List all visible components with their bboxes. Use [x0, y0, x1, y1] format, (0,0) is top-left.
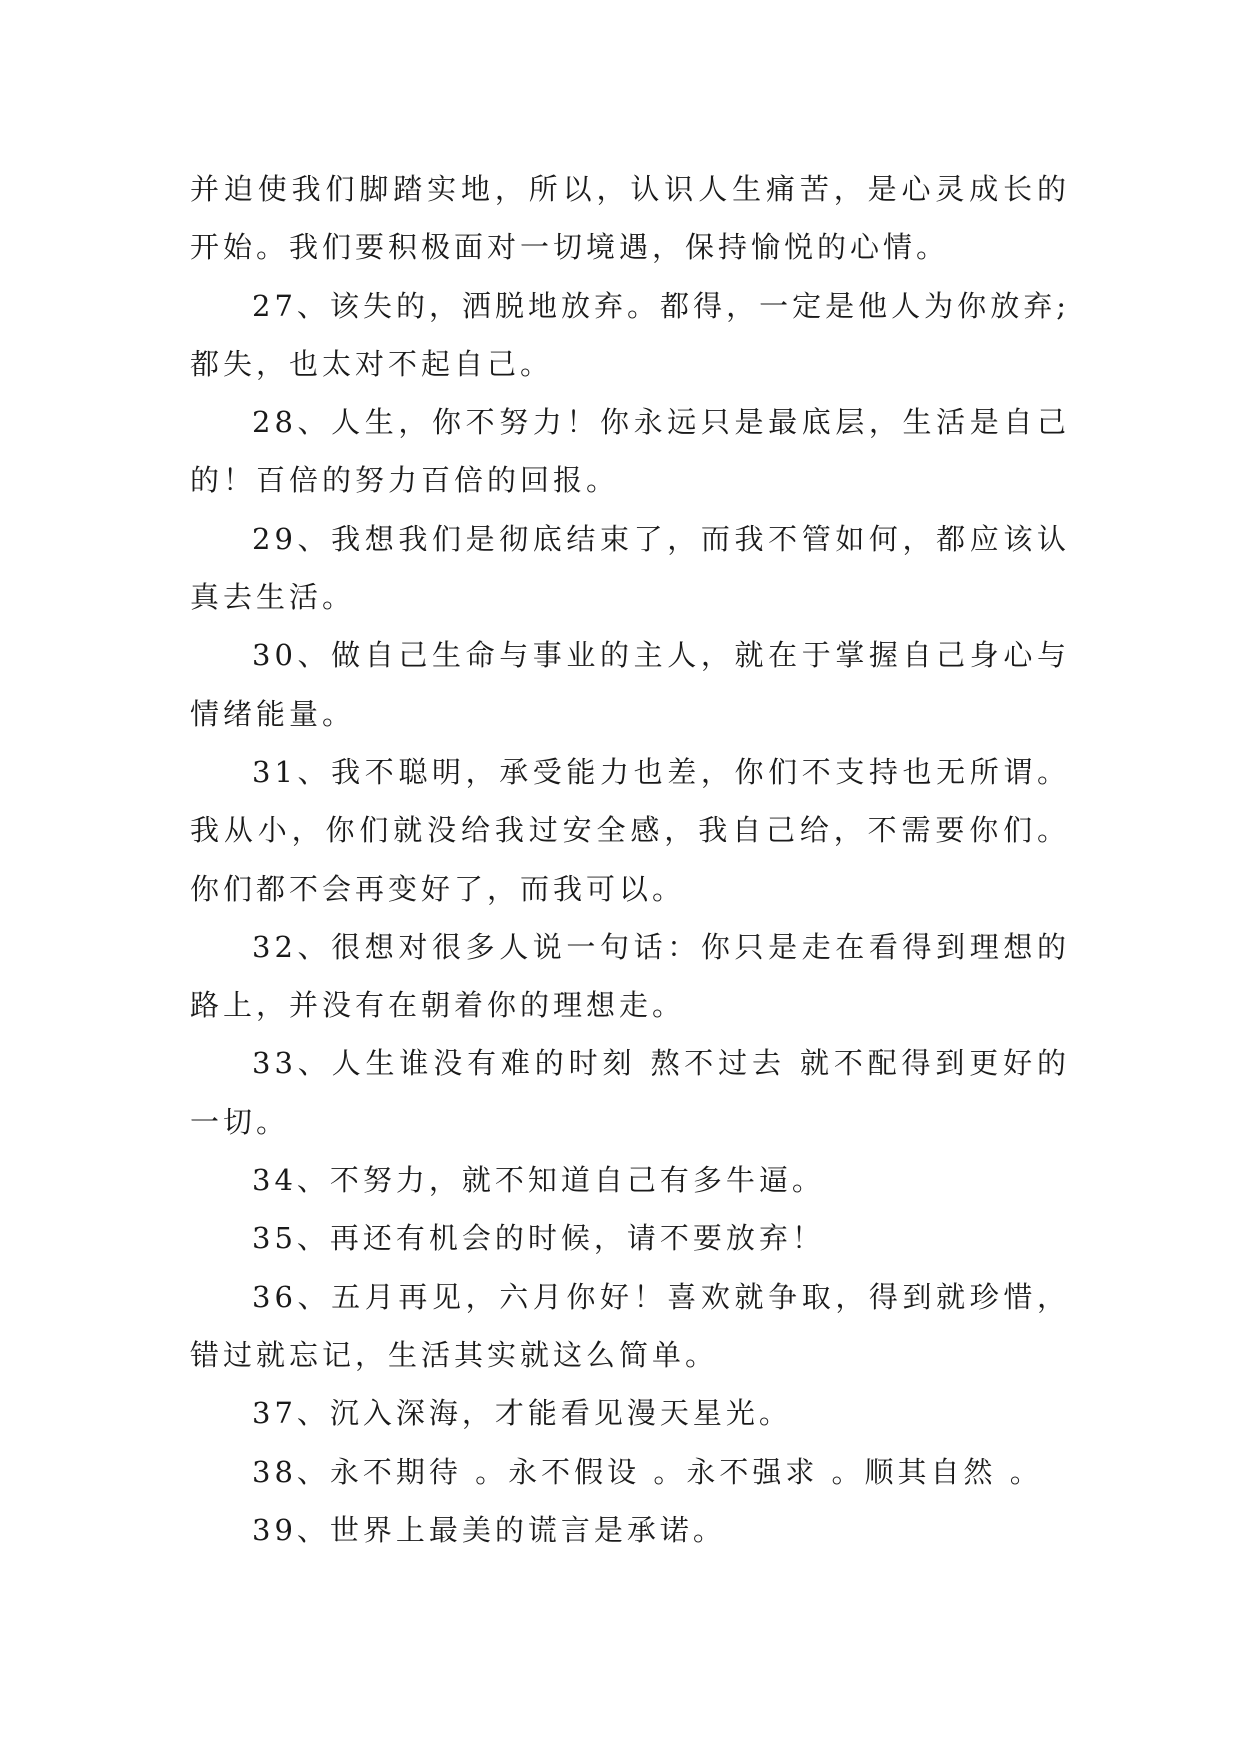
paragraph-27: 27、该失的，洒脱地放弃。都得，一定是他人为你放弃;都失，也太对不起自己。	[190, 288, 1070, 381]
paragraph-30: 30、做自己生命与事业的主人，就在于掌握自己身心与情绪能量。	[190, 638, 1070, 731]
paragraph-34: 34、不努力，就不知道自己有多牛逼。	[252, 1163, 825, 1198]
paragraph-38: 38、永不期待 。永不假设 。永不强求 。顺其自然 。	[252, 1454, 1043, 1489]
paragraph-31: 31、我不聪明，承受能力也差，你们不支持也无所谓。我从小，你们就没给我过安全感，我自己给，不需要你们。你们都不会再变好了，而我可以。	[190, 754, 1070, 906]
document-body	[190, 160, 1070, 1559]
paragraph-continued: 并迫使我们脚踏实地，所以，认识人生痛苦，是心灵成长的开始。我们要积极面对一切境遇，保持愉悦的心情。	[190, 172, 1070, 265]
paragraph-28: 28、人生，你不努力！你永远只是最底层，生活是自己的！百倍的努力百倍的回报。	[190, 405, 1070, 498]
paragraph-33: 33、人生谁没有难的时刻 熬不过去 就不配得到更好的一切。	[190, 1046, 1070, 1139]
paragraph-32: 32、很想对很多人说一句话：你只是走在看得到理想的路上，并没有在朝着你的理想走。	[190, 929, 1070, 1023]
paragraph-29: 29、我想我们是彻底结束了，而我不管如何，都应该认真去生活。	[190, 521, 1070, 615]
paragraph-37: 37、沉入深海，才能看见漫天星光。	[252, 1396, 792, 1431]
paragraph-35: 35、再还有机会的时候，请不要放弃！	[252, 1221, 825, 1256]
paragraph-39: 39、世界上最美的谎言是承诺。	[252, 1512, 726, 1547]
paragraph-36: 36、五月再见，六月你好！喜欢就争取，得到就珍惜，错过就忘记，生活其实就这么简单。	[190, 1279, 1070, 1372]
